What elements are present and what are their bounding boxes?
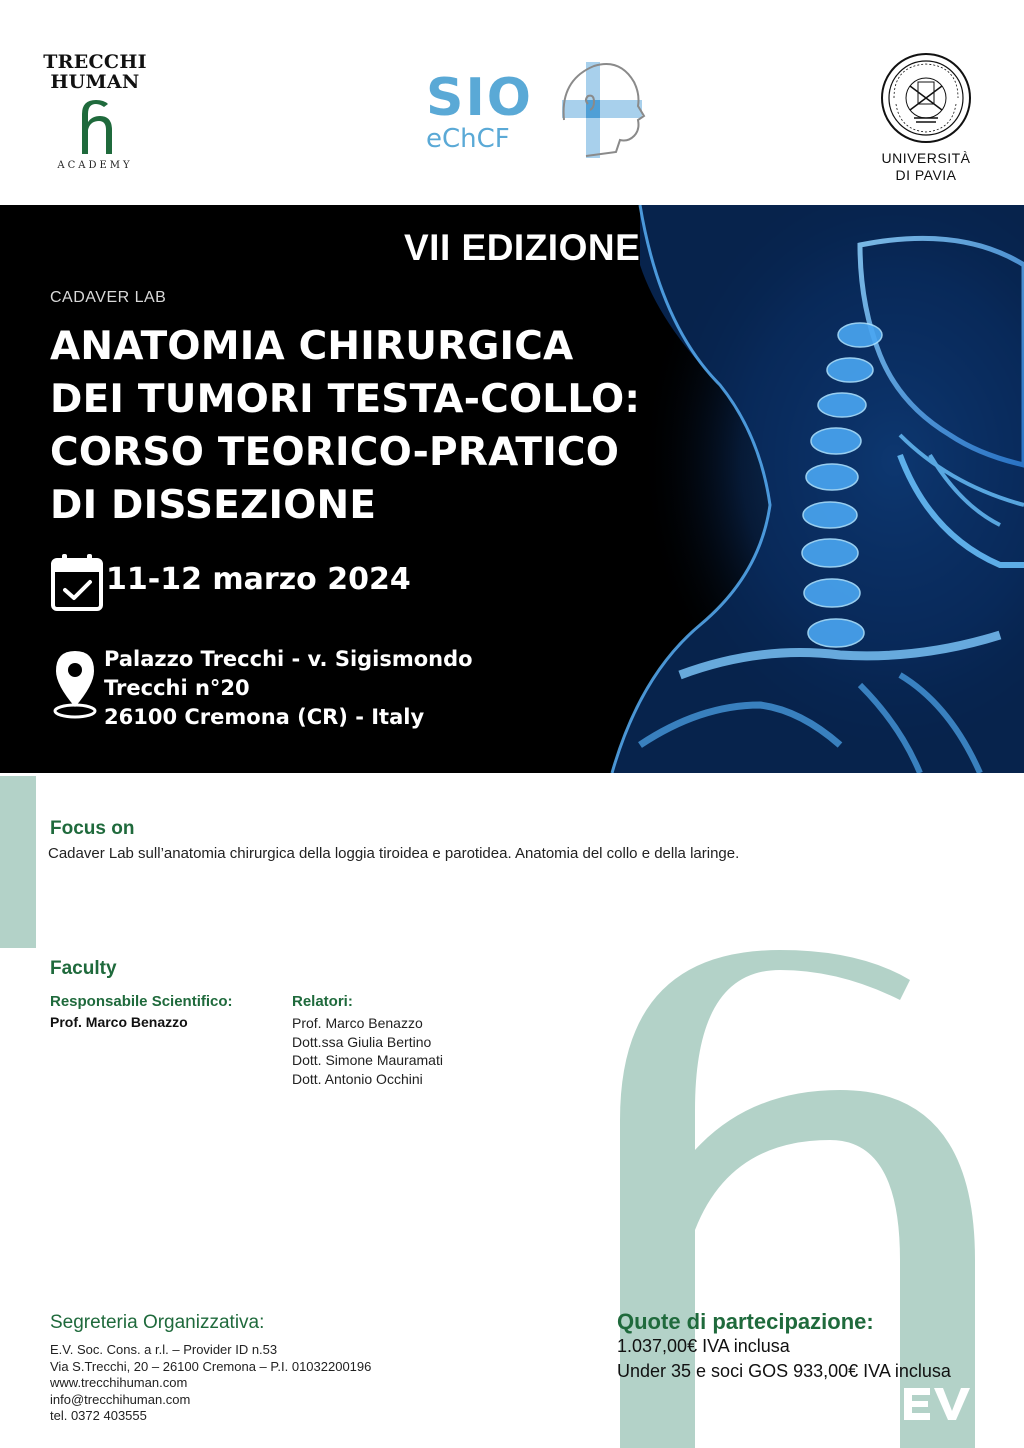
quote-line: Under 35 e soci GOS 933,00€ IVA inclusa: [617, 1361, 951, 1381]
university-name-line1: UNIVERSITÀ: [881, 150, 971, 166]
venue-line: Palazzo Trecchi - v. Sigismondo: [104, 647, 473, 671]
venue-address: [104, 645, 473, 732]
focus-text: Cadaver Lab sull’anatomia chirurgica della loggia tiroidea e parotidea. Anatomia del collo e della laringe.: [48, 845, 740, 862]
location-pin-icon: [52, 649, 98, 721]
venue-line: Trecchi n°20: [104, 676, 250, 700]
event-title-line: ANATOMIA CHIRURGICA: [50, 324, 574, 369]
decorative-side-bar: [0, 776, 36, 948]
segreteria-line: Via S.Trecchi, 20 – 26100 Cremona – P.I. 01032200196: [50, 1358, 372, 1374]
responsabile-name: Prof. Marco Benazzo: [50, 1014, 188, 1030]
relatore-item: Prof. Marco Benazzo: [292, 1015, 423, 1031]
segreteria-email[interactable]: info@trecchihuman.com: [50, 1391, 191, 1407]
relatore-item: Dott. Antonio Occhini: [292, 1070, 423, 1087]
edition-label: VII EDIZIONE: [404, 227, 641, 268]
universita-di-pavia-logo: [870, 52, 982, 184]
event-title: [50, 320, 670, 532]
segreteria-details: [50, 1342, 371, 1425]
university-name-line2: DI PAVIA: [895, 167, 957, 183]
responsabile-heading: Responsabile Scientifico:: [50, 993, 233, 1010]
event-title-line: CORSO TEORICO-PRATICO: [50, 430, 620, 475]
segreteria-phone: tel. 0372 403555: [50, 1408, 147, 1423]
sio-logo-subtext: eChCF: [426, 124, 510, 154]
trecchi-h-logo-icon: [70, 98, 120, 154]
relatori-list: [292, 1014, 443, 1088]
ev-logo-icon: [902, 1384, 972, 1424]
sio-echcf-logo: [420, 60, 660, 170]
trecchi-logo-academy: ACADEMY: [57, 160, 133, 171]
relatore-item: Dott.ssa Giulia Bertino: [292, 1033, 432, 1050]
trecchi-logo-line1: TRECCHI: [43, 51, 147, 73]
quote-list: [617, 1334, 951, 1384]
sio-logo-text: SIO: [426, 68, 534, 128]
trecchi-logo-line2: HUMAN: [50, 71, 140, 93]
event-kicker: CADAVER LAB: [50, 289, 167, 306]
segreteria-website[interactable]: www.trecchihuman.com: [50, 1375, 188, 1390]
quote-heading: Quote di partecipazione:: [617, 1309, 874, 1334]
event-title-line: DEI TUMORI TESTA-COLLO:: [50, 377, 641, 422]
trecchi-human-academy-logo: [40, 52, 150, 171]
relatore-item: Dott. Simone Mauramati: [292, 1052, 443, 1068]
hero-banner: [0, 205, 1024, 773]
quote-line: 1.037,00€ IVA inclusa: [617, 1336, 790, 1356]
venue-line: 26100 Cremona (CR) - Italy: [104, 705, 425, 729]
relatori-heading: Relatori:: [292, 993, 353, 1010]
segreteria-heading: Segreteria Organizzativa:: [50, 1312, 265, 1333]
sio-head-icon: [558, 60, 648, 160]
calendar-check-icon: [50, 552, 104, 612]
event-date-text: 11-12 marzo 2024: [106, 562, 411, 597]
pavia-seal-icon: [880, 52, 972, 144]
event-title-line: DI DISSEZIONE: [50, 483, 377, 528]
segreteria-line: E.V. Soc. Cons. a r.l. – Provider ID n.53: [50, 1342, 278, 1357]
focus-heading: Focus on: [50, 818, 135, 839]
faculty-heading: Faculty: [50, 958, 117, 979]
